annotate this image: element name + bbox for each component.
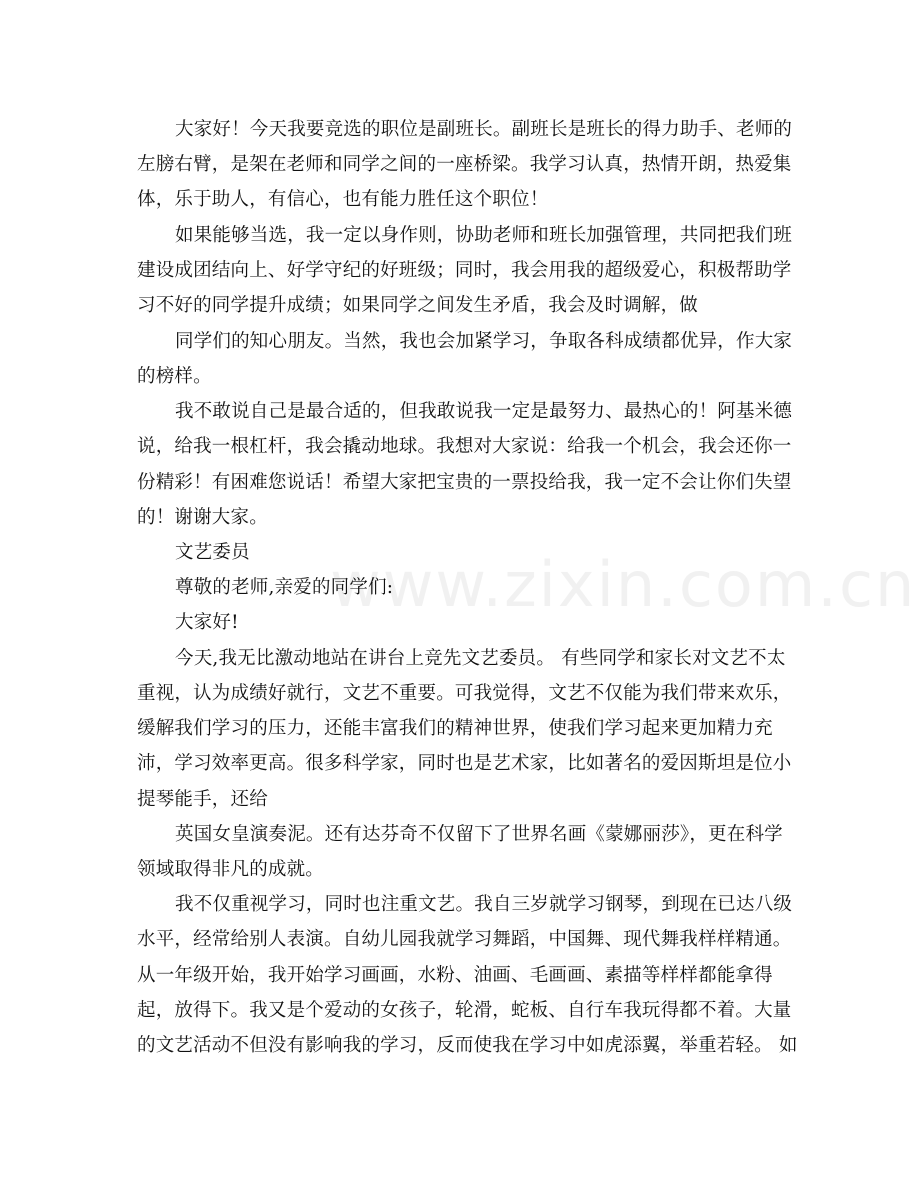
- text-line: 从一年级开始，我开始学习画画，水粉、油画、毛画画、素描等样样都能拿得: [137, 965, 773, 986]
- text-line: 说，给我一根杠杆，我会撬动地球。我想对大家说：给我一个机会，我会还你一: [137, 436, 792, 457]
- text-line: 如果能够当选，我一定以身作则，协助老师和班长加强管理，共同把我们班: [175, 225, 793, 246]
- text-line: 今天,我无比激动地站在讲台上竞先文艺委员。 有些同学和家长对文艺不太: [175, 648, 786, 669]
- text-line: 水平，经常给别人表演。自幼儿园我就学习舞蹈，中国舞、现代舞我样样精通。: [137, 929, 792, 950]
- text-line: 缓解我们学习的压力，还能丰富我们的精神世界，使我们学习起来更加精力充: [137, 718, 773, 739]
- text-line: 的榜样。: [137, 366, 212, 387]
- text-line: 我不敢说自己是最合适的，但我敢说我一定是最努力、最热心的！阿基米德: [175, 401, 793, 422]
- text-line: 我不仅重视学习，同时也注重文艺。我自三岁就学习钢琴，到现在已达八级: [175, 894, 793, 915]
- text-line: 提琴能手，还给: [137, 789, 268, 810]
- greeting: 大家好!: [175, 612, 239, 633]
- text-line: 大家好！今天我要竞选的职位是副班长。副班长是班长的得力助手、老师的: [175, 119, 793, 140]
- text-line: 的文艺活动不但没有影响我的学习，反而使我在学习中如虎添翼，举重若轻。 如: [137, 1035, 798, 1056]
- text-line: 建设成团结向上、好学守纪的好班级；同时，我会用我的超级爱心，积极帮助学: [137, 260, 792, 281]
- text-line: 左膀右臂，是架在老师和同学之间的一座桥梁。我学习认真，热情开朗，热爱集: [137, 154, 792, 175]
- section-title: 文艺委员: [175, 542, 250, 563]
- text-line: 同学们的知心朋友。当然，我也会加紧学习，争取各科成绩都优异，作大家: [175, 331, 793, 352]
- text-line: 重视，认为成绩好就行，文艺不重要。可我觉得，文艺不仅能为我们带来欢乐，: [137, 683, 792, 704]
- text-line: 沛，学习效率更高。很多科学家，同时也是艺术家，比如著名的爱因斯坦是位小: [137, 753, 792, 774]
- text-line: 领域取得非凡的成就。: [137, 859, 325, 880]
- text-line: 份精彩！有困难您说话！希望大家把宝贵的一票投给我，我一定不会让你们失望: [137, 472, 792, 493]
- text-line: 英国女皇演奏泥。还有达芬奇不仅留下了世界名画《蒙娜丽莎》，更在科学: [175, 824, 783, 845]
- watermark: www.zixin.com.cn: [330, 548, 917, 621]
- text-line: 习不好的同学提升成绩；如果同学之间发生矛盾，我会及时调解，做: [137, 295, 699, 316]
- text-line: 起，放得下。我又是个爱动的女孩子，轮滑，蛇板、自行车我玩得都不着。大量: [137, 1000, 792, 1021]
- text-line: 体，乐于助人，有信心，也有能力胜任这个职位！: [137, 189, 549, 210]
- text-line: 的！谢谢大家。: [137, 507, 268, 528]
- salutation: 尊敬的老师,亲爱的同学们:: [175, 577, 394, 598]
